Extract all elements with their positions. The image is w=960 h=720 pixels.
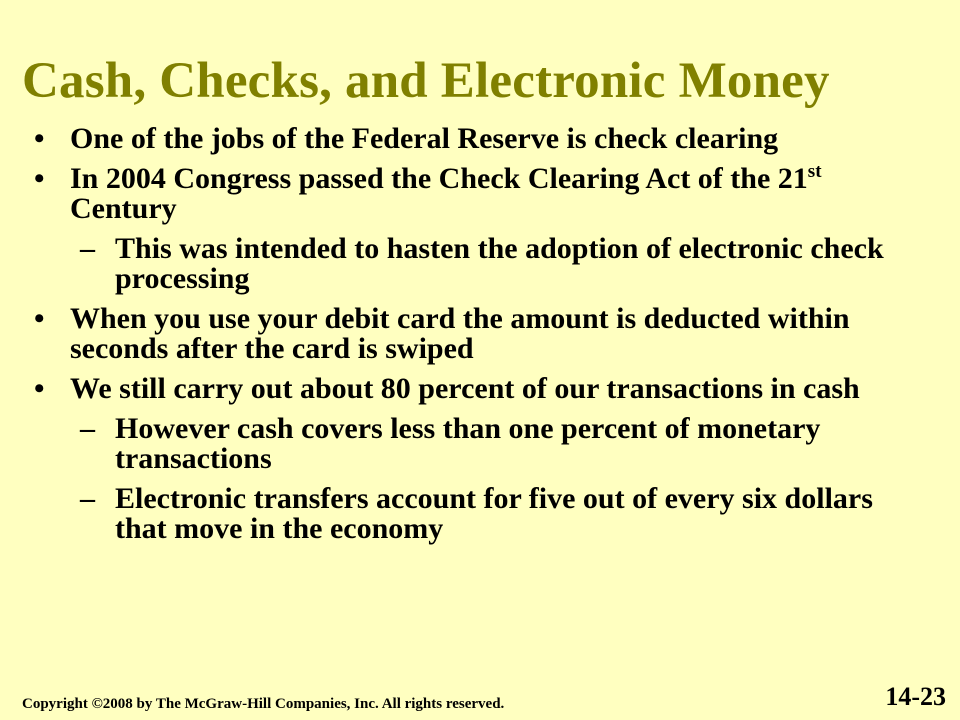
dash-marker: – xyxy=(80,482,95,515)
copyright-notice: Copyright ©2008 by The McGraw-Hill Companies, Inc. All rights reserved. xyxy=(22,696,505,712)
sub-bullet-text: This was intended to hasten the adoption of electronic check processing xyxy=(115,232,884,295)
bullet-text: In 2004 Congress passed the Check Clearing Act of the 21 xyxy=(70,162,808,195)
bullet-marker: • xyxy=(34,302,45,335)
sub-bullet-text: Electronic transfers account for five out of every six dollars that move in the economy xyxy=(115,482,873,545)
bullet-item xyxy=(0,374,900,404)
bullet-item xyxy=(0,124,900,154)
sub-bullet-text: However cash covers less than one percent of monetary transactions xyxy=(115,412,821,475)
bullet-text: When you use your debit card the amount is deducted within seconds after the card is swiped xyxy=(70,302,850,365)
bullet-marker: • xyxy=(34,122,45,155)
sub-bullet-item xyxy=(0,484,905,544)
slide-number: 14-23 xyxy=(885,682,946,711)
dash-marker: – xyxy=(80,232,95,265)
sub-bullet-item xyxy=(0,414,905,474)
dash-marker: – xyxy=(80,412,95,445)
bullet-text: We still carry out about 80 percent of our transactions in cash xyxy=(70,372,860,405)
sub-bullet-item xyxy=(0,234,905,294)
bullet-list xyxy=(0,124,960,544)
bullet-marker: • xyxy=(34,372,45,405)
bullet-text: One of the jobs of the Federal Reserve is check clearing xyxy=(70,122,779,155)
bullet-marker: • xyxy=(34,162,45,195)
bullet-item xyxy=(0,161,900,225)
slide-title: Cash, Checks, and Electronic Money xyxy=(22,53,830,109)
bullet-item xyxy=(0,304,900,364)
ordinal-superscript: st xyxy=(807,161,822,182)
bullet-text-end: Century xyxy=(70,192,177,225)
